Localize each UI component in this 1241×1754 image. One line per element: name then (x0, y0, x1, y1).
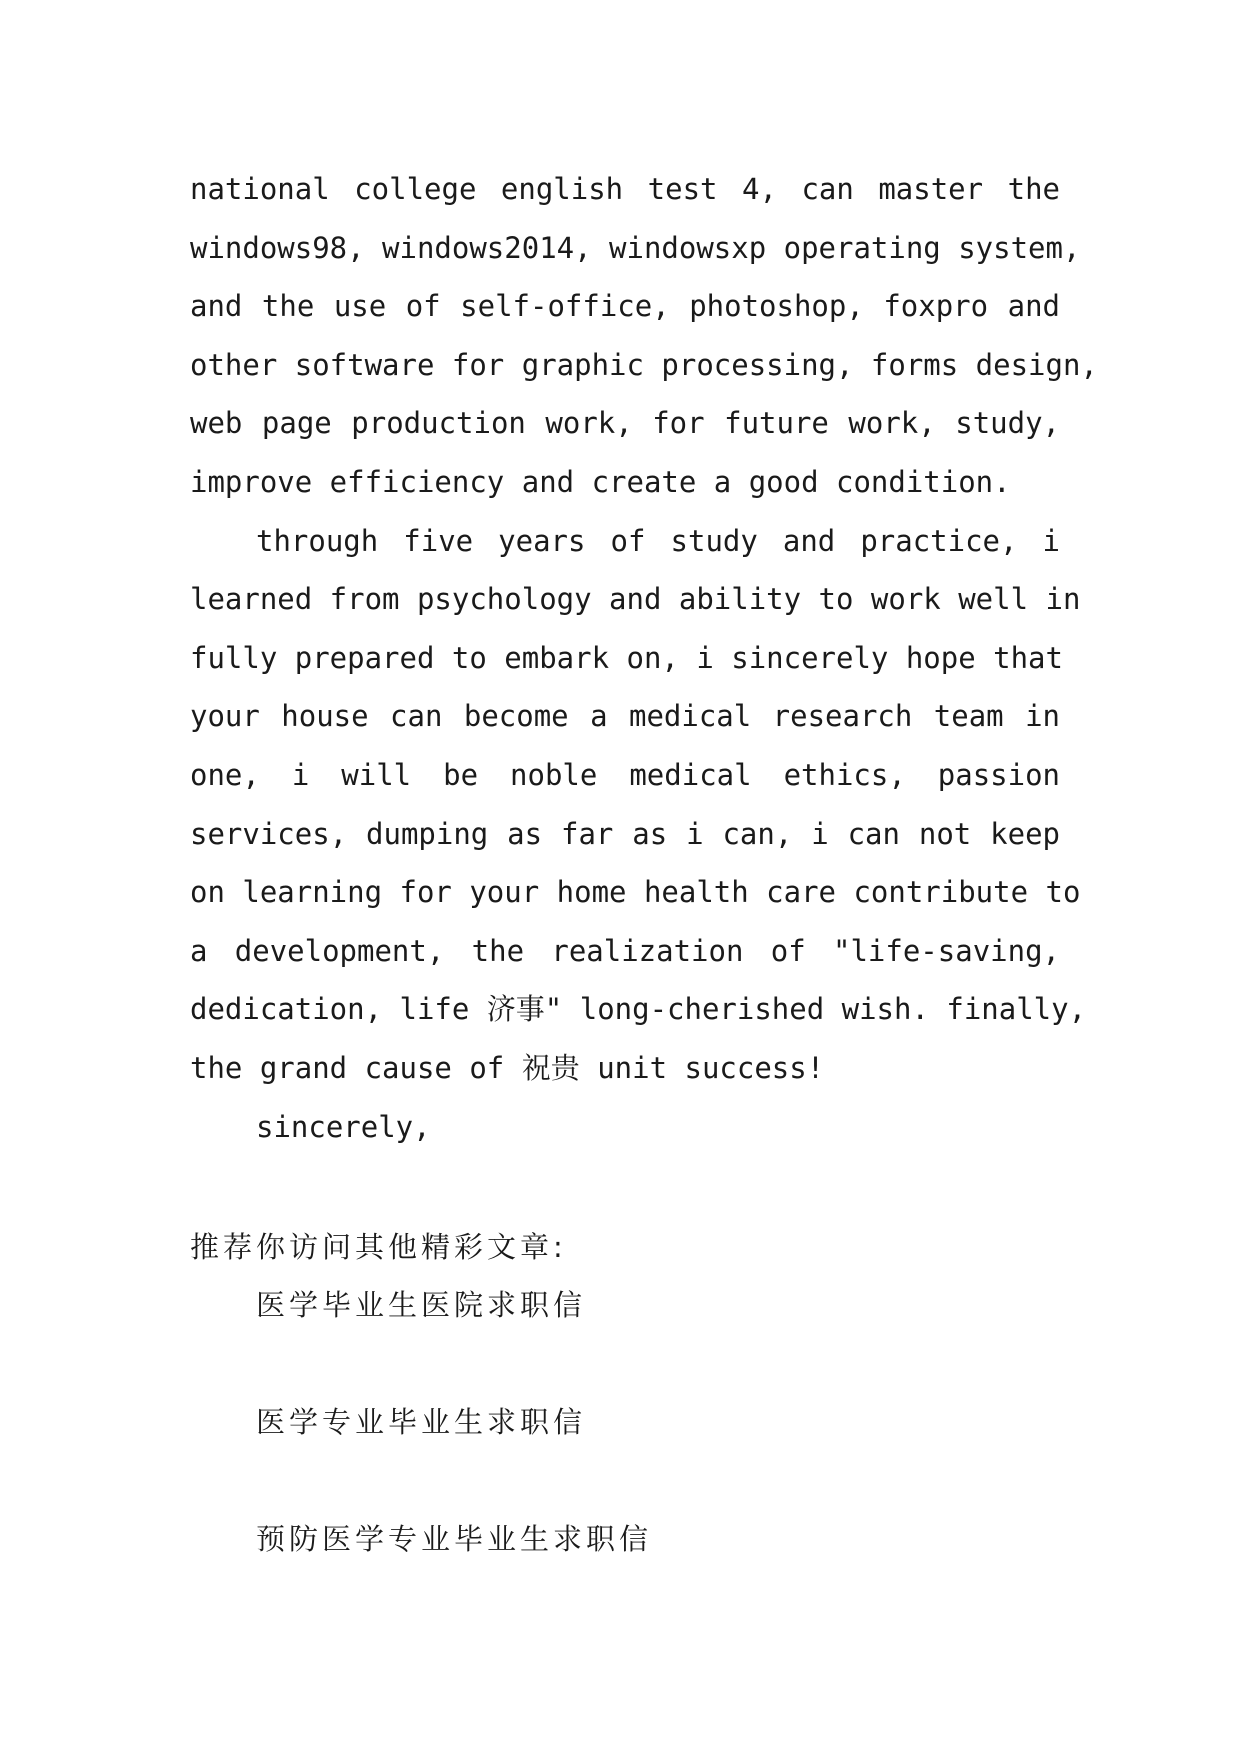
paragraph2-line: learned from psychology and ability to work well in (190, 582, 1081, 617)
spacer (190, 1334, 1060, 1393)
letter-body (190, 160, 1098, 1156)
recommended-heading: 推荐你访问其他精彩文章: (190, 1230, 567, 1264)
recommended-article-link[interactable]: 预防医学专业毕业生求职信 (256, 1522, 653, 1556)
paragraph1-line: national college english test 4, can master the (190, 172, 1060, 206)
spacer (190, 1451, 1060, 1510)
paragraph2-line: one, i will be noble medical ethics, passion (190, 757, 1060, 792)
paragraph2-line: the grand cause of 祝贵 unit success! (190, 1050, 825, 1085)
paragraph2-line: services, dumping as far as i can, i can not keep (190, 816, 1060, 851)
paragraph1-line: and the use of self-office, photoshop, foxpro and (190, 289, 1060, 324)
paragraph2-line: through five years of study and practice, i (256, 523, 1060, 558)
paragraph1-line: improve efficiency and create a good condition. (190, 464, 1011, 499)
paragraph2-line: fully prepared to embark on, i sincerely hope that (190, 640, 1063, 675)
paragraph1-line: windows98, windows2014, windowsxp operating system, (190, 230, 1081, 265)
closing-salutation: sincerely, (256, 1109, 431, 1144)
recommended-article-link[interactable]: 医学专业毕业生求职信 (256, 1405, 587, 1439)
paragraph2-line: your house can become a medical research team in (190, 699, 1060, 734)
paragraph2-line: on learning for your home health care contribute to (190, 875, 1081, 910)
paragraph1-line: web page production work, for future work, study, (190, 406, 1060, 441)
paragraph2-line: a development, the realization of "life-saving, (190, 933, 1060, 968)
paragraph1-line: other software for graphic processing, forms design, (190, 347, 1098, 382)
recommended-articles (190, 1218, 1060, 1568)
paragraph2-line: dedication, life 济事" long-cherished wish. finally, (190, 992, 1087, 1027)
recommended-article-link[interactable]: 医学毕业生医院求职信 (256, 1288, 587, 1322)
